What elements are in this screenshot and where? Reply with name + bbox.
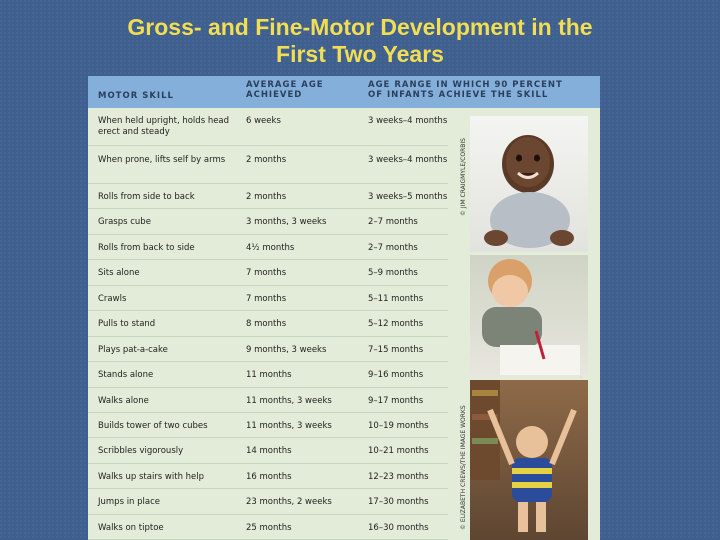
range-cell: 5–11 months [368,293,424,304]
age-cell: 11 months, 3 weeks [246,420,332,431]
age-cell: 9 months, 3 weeks [246,344,327,355]
skill-cell: When held upright, holds head erect and steady [98,116,230,137]
baby-walking-photo [470,380,588,540]
header-age-range: AGE RANGE IN WHICH 90 PERCENT OF INFANTS ACHIEVE THE SKILL [368,80,563,100]
skill-cell: Builds tower of two cubes [98,420,208,431]
table-row [88,464,448,489]
table-row [88,362,448,387]
motor-skills-panel [88,76,600,540]
range-cell: 2–7 months [368,242,418,253]
age-cell: 8 months [246,319,287,330]
skill-cell: Sits alone [98,268,140,279]
table-row [88,489,448,514]
skill-cell: Stands alone [98,370,154,381]
age-cell: 7 months [246,293,287,304]
toddler-scribbling-illustration [470,255,588,377]
age-cell: 11 months, 3 weeks [246,395,332,406]
range-cell: 9–17 months [368,395,424,406]
skill-cell: When prone, lifts self by arms [98,155,226,165]
age-cell: 11 months [246,370,292,381]
skill-cell: Rolls from side to back [98,192,195,202]
age-cell: 2 months [246,192,287,202]
table-row [88,146,448,184]
range-cell: 5–9 months [368,268,418,279]
baby-crawling-photo [470,116,588,252]
table-row [88,184,448,209]
range-cell: 3 weeks–5 months [368,192,448,202]
table-row [88,260,448,285]
skill-cell: Grasps cube [98,217,151,228]
skill-cell: Walks up stairs with help [98,471,205,482]
range-cell: 10–21 months [368,446,429,457]
skill-cell: Walks alone [98,395,149,406]
range-cell: 5–12 months [368,319,424,330]
baby-walking-illustration [470,380,588,540]
header-motor-skill: MOTOR SKILL [98,91,174,101]
range-cell: 7–15 months [368,344,424,355]
range-cell: 16–30 months [368,522,429,533]
header-average-age: AVERAGE AGE ACHIEVED [246,80,324,100]
title-line-1: Gross- and Fine-Motor Development in the [127,14,593,40]
range-cell: 9–16 months [368,370,424,381]
range-cell: 3 weeks–4 months [368,155,448,165]
age-cell: 7 months [246,268,287,279]
range-cell: 3 weeks–4 months [368,116,448,126]
age-cell: 23 months, 2 weeks [246,497,332,508]
skill-cell: Plays pat-a-cake [98,344,168,355]
age-cell: 25 months [246,522,292,533]
range-cell: 17–30 months [368,497,429,508]
age-cell: 3 months, 3 weeks [246,217,327,228]
skill-cell: Walks on tiptoe [98,522,164,533]
table-row [88,438,448,463]
slide-title [40,14,680,68]
table-row [88,108,448,146]
skill-cell: Scribbles vigorously [98,446,184,457]
range-cell: 10–19 months [368,420,429,431]
age-cell: 16 months [246,471,292,482]
table-row [88,413,448,438]
table-row [88,388,448,413]
table-header [88,76,600,108]
skill-cell: Pulls to stand [98,319,156,330]
photo-column [460,116,600,540]
age-cell: 14 months [246,446,292,457]
table-row [88,286,448,311]
table-body [88,108,448,540]
skill-cell: Jumps in place [98,497,161,508]
table-row [88,337,448,362]
range-cell: 12–23 months [368,471,429,482]
toddler-scribbling-photo [470,255,588,377]
table-row [88,515,448,540]
photo-credit-1: © JIM CRAIGMYLE/CORBIS [460,138,467,216]
table-row [88,209,448,234]
skill-cell: Rolls from back to side [98,242,195,253]
range-cell: 2–7 months [368,217,418,228]
table-row [88,235,448,260]
skill-cell: Crawls [98,293,127,304]
table-row [88,311,448,336]
age-cell: 6 weeks [246,116,281,126]
age-cell: 4½ months [246,242,295,253]
photo-credit-3: © ELIZABETH CREWS/THE IMAGE WORKS [460,405,467,530]
baby-crawling-illustration [470,116,588,252]
age-cell: 2 months [246,155,287,165]
title-line-2: First Two Years [276,41,444,67]
